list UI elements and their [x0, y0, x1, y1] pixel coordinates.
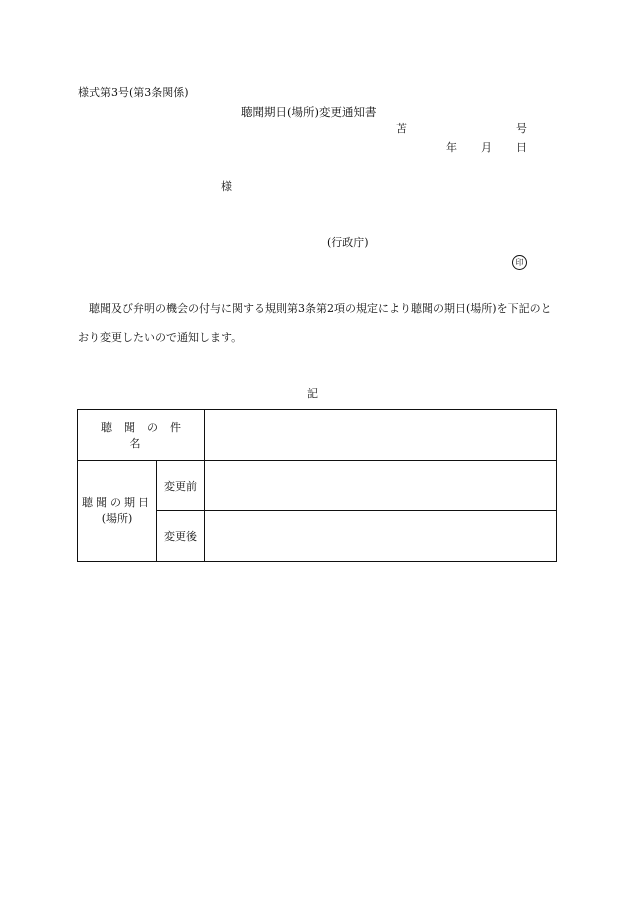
before-value-cell[interactable] — [205, 461, 557, 511]
subject-label: 聴聞の件名 — [78, 410, 205, 461]
date-year: 年 — [446, 141, 457, 154]
table-row — [78, 410, 557, 461]
body-text: 聴聞及び弁明の機会の付与に関する規則第3条第2項の規定により聴聞の期日(場所)を下記のとおり変更したいので通知します。 — [78, 302, 552, 344]
details-table — [77, 409, 557, 562]
after-label: 変更後 — [157, 511, 205, 562]
ki-heading: 記 — [307, 387, 318, 400]
issuer: (行政庁) — [327, 236, 369, 249]
date-month: 月 — [481, 141, 492, 154]
date-label-line2: (場所) — [101, 512, 133, 525]
seal-icon: 印 — [512, 255, 527, 270]
date-day: 日 — [516, 141, 527, 154]
doc-number-suffix: 号 — [516, 122, 527, 135]
addressee-suffix: 様 — [221, 180, 232, 193]
after-value-cell[interactable] — [205, 511, 557, 562]
date-label-cell — [78, 461, 157, 562]
date-label-line1: 聴聞の期日 — [82, 496, 152, 509]
subject-value-cell[interactable] — [205, 410, 557, 461]
document-title: 聴聞期日(場所)変更通知書 — [241, 105, 377, 119]
doc-number-prefix: 苫 — [396, 122, 407, 135]
before-label: 変更前 — [157, 461, 205, 511]
form-number: 様式第3号(第3条関係) — [78, 86, 189, 99]
table-row — [78, 461, 557, 511]
